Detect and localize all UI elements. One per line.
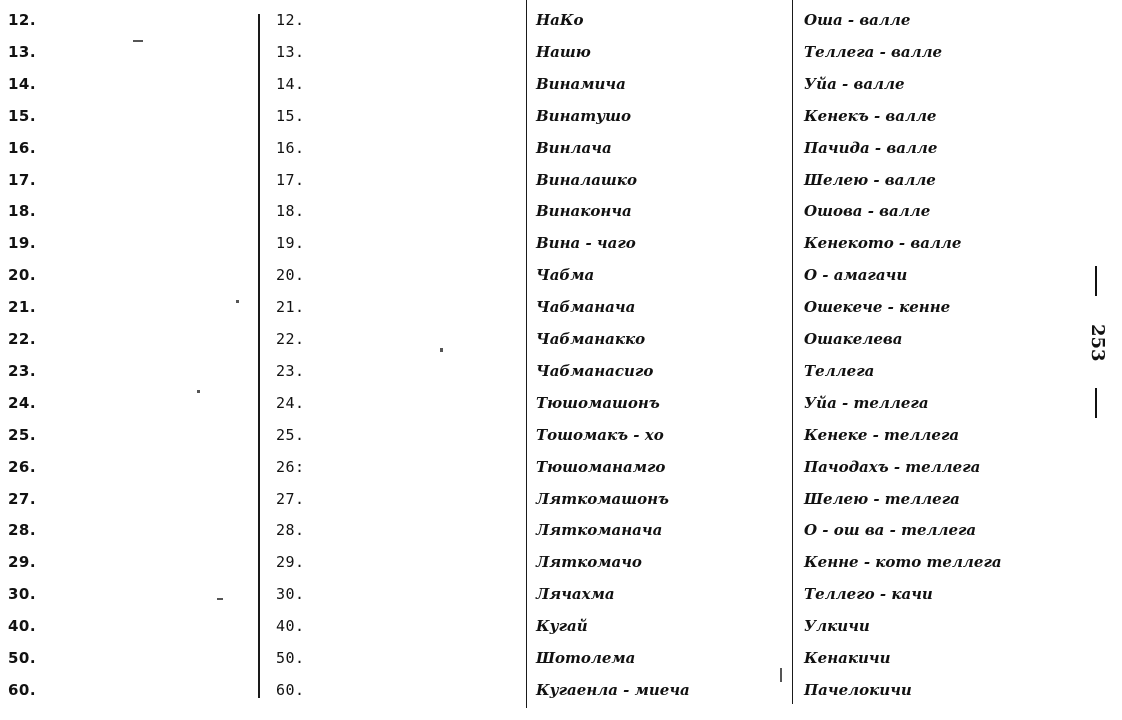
translation-cell: Оша - валле	[804, 11, 911, 29]
row-number-right: 13.	[276, 42, 305, 61]
row-number-left: 25.	[8, 425, 37, 444]
translation-cell: Пачелокичи	[804, 680, 912, 699]
row-number-left: 15.	[8, 106, 37, 125]
row-number-left: 29.	[8, 553, 37, 572]
word-cell: Ляткоманача	[536, 521, 663, 540]
table-row	[0, 323, 1122, 355]
row-number-left: 17.	[8, 170, 37, 189]
print-speck	[440, 348, 443, 352]
row-number-left: 18.	[8, 202, 37, 221]
print-speck	[197, 390, 200, 393]
table-row	[0, 642, 1122, 674]
row-number-left: 24.	[8, 393, 37, 412]
table-row	[0, 514, 1122, 546]
word-cell: Винаконча	[536, 202, 632, 221]
table-row	[0, 259, 1122, 291]
table-row	[0, 36, 1122, 68]
row-number-right: 30.	[276, 585, 305, 604]
word-cell: Чабманакко	[536, 330, 646, 348]
table-row	[0, 100, 1122, 132]
translation-cell: Теллега - валле	[804, 42, 943, 61]
word-cell: Ляткомашонъ	[536, 489, 669, 508]
row-number-left: 13.	[8, 42, 37, 61]
row-number-right: 14.	[276, 74, 305, 93]
row-number-left: 12.	[8, 11, 37, 29]
row-number-left: 16.	[8, 138, 37, 157]
table-row	[0, 291, 1122, 323]
row-number-right: 15.	[276, 106, 305, 125]
table-row	[0, 546, 1122, 578]
row-number-left: 60.	[8, 680, 37, 699]
row-number-left: 20.	[8, 266, 37, 285]
translation-cell: Ошова - валле	[804, 202, 931, 221]
print-speck	[780, 668, 782, 682]
word-cell: Чабма	[536, 266, 595, 285]
word-cell: Винамича	[536, 74, 626, 93]
table-row	[0, 610, 1122, 642]
word-cell: Виналашко	[536, 170, 637, 189]
row-number-left: 28.	[8, 521, 37, 540]
row-number-right: 26:	[276, 457, 305, 476]
row-number-left: 30.	[8, 585, 37, 604]
table-row	[0, 419, 1122, 451]
table-row	[0, 451, 1122, 483]
row-number-right: 40.	[276, 617, 305, 636]
translation-cell: Ошекече - кенне	[804, 298, 951, 317]
translation-cell: Уйа - валле	[804, 74, 905, 93]
translation-cell: О - амагачи	[804, 266, 908, 285]
row-number-right: 20.	[276, 266, 305, 285]
page-number: 253	[1087, 324, 1108, 362]
translation-cell: Кенекъ - валле	[804, 106, 937, 125]
translation-cell: Шелею - теллега	[804, 489, 960, 508]
word-cell: Кугаенла - миеча	[536, 680, 690, 699]
translation-cell: Теллего - качи	[804, 585, 933, 604]
row-number-right: 17.	[276, 170, 305, 189]
row-number-right: 23.	[276, 361, 305, 380]
print-speck	[236, 300, 239, 303]
word-cell: Ляткомачо	[536, 553, 642, 572]
row-number-right: 60.	[276, 680, 305, 699]
row-number-right: 29.	[276, 553, 305, 572]
table-row	[0, 674, 1122, 706]
row-number-right: 22.	[276, 330, 305, 348]
row-number-left: 40.	[8, 617, 37, 636]
word-cell: Тюшомашонъ	[536, 393, 660, 412]
row-number-left: 22.	[8, 330, 37, 348]
row-number-right: 28.	[276, 521, 305, 540]
translation-cell: Ошакелева	[804, 330, 903, 348]
row-number-left: 14.	[8, 74, 37, 93]
row-number-left: 27.	[8, 489, 37, 508]
row-number-right: 19.	[276, 234, 305, 253]
translation-cell: Кенеке - теллега	[804, 425, 960, 444]
row-number-left: 50.	[8, 649, 37, 667]
table-row	[0, 387, 1122, 419]
translation-cell: Шелею - валле	[804, 170, 936, 189]
row-number-left: 23.	[8, 361, 37, 380]
translation-cell: Кенекото - валле	[804, 234, 962, 253]
row-number-right: 12.	[276, 11, 305, 29]
table-row	[0, 578, 1122, 610]
word-cell: Винлача	[536, 138, 612, 157]
print-speck	[217, 598, 223, 600]
translation-cell: Теллега	[804, 361, 875, 380]
row-number-left: 21.	[8, 298, 37, 317]
row-number-left: 19.	[8, 234, 37, 253]
translation-cell: Кенакичи	[804, 649, 891, 667]
translation-cell: Пачодахъ - теллега	[804, 457, 981, 476]
table-row	[0, 483, 1122, 515]
word-cell: Винатушо	[536, 106, 631, 125]
table-row	[0, 355, 1122, 387]
row-number-right: 27.	[276, 489, 305, 508]
row-number-left: 26.	[8, 457, 37, 476]
table-row	[0, 68, 1122, 100]
word-cell: Вина - чаго	[536, 234, 636, 253]
translation-cell: Уйа - теллега	[804, 393, 929, 412]
translation-cell: О - ош ва - теллега	[804, 521, 977, 540]
row-number-right: 18.	[276, 202, 305, 221]
table-row	[0, 4, 1122, 36]
word-cell: Шотолема	[536, 649, 636, 667]
translation-cell: Кенне - кото теллега	[804, 553, 1002, 572]
row-number-right: 16.	[276, 138, 305, 157]
word-cell: Тошомакъ - хо	[536, 425, 664, 444]
print-speck	[133, 40, 143, 42]
row-number-right: 21.	[276, 298, 305, 317]
table-row	[0, 195, 1122, 227]
row-number-right: 25.	[276, 425, 305, 444]
word-cell: Чабманача	[536, 298, 636, 317]
word-cell: Лячахма	[536, 585, 615, 604]
word-cell: НаКо	[536, 11, 584, 29]
word-cell: Нашю	[536, 42, 591, 61]
word-cell: Кугай	[536, 617, 588, 636]
row-number-right: 24.	[276, 393, 305, 412]
translation-cell: Пачида - валле	[804, 138, 938, 157]
row-number-right: 50.	[276, 649, 305, 667]
word-cell: Тюшоманамго	[536, 457, 666, 476]
table-row	[0, 164, 1122, 196]
translation-cell: Улкичи	[804, 617, 870, 636]
table-row	[0, 132, 1122, 164]
table-row	[0, 227, 1122, 259]
word-cell: Чабманасиго	[536, 361, 654, 380]
